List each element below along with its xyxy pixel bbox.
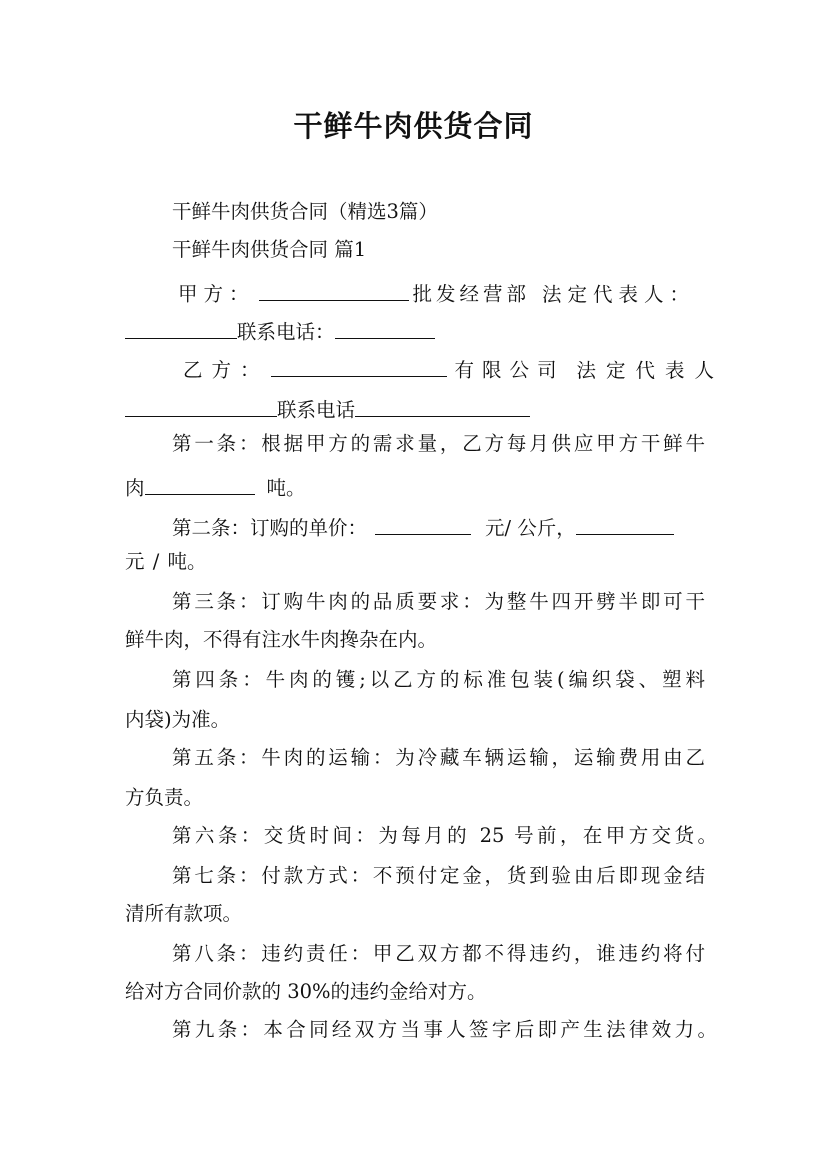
party-b-company: 有限公司 xyxy=(454,358,565,382)
clause-7-line-2: 清所有款项。 xyxy=(125,902,243,925)
clause-5-line-2: 方负责。 xyxy=(125,786,204,809)
party-a-line-2 xyxy=(125,318,705,342)
clause-8-line-1: 第八条：违约责任：甲乙双方都不得违约，谁违约将付 xyxy=(172,942,705,965)
party-a-phone-blank xyxy=(335,318,435,339)
party-a-dept: 批发经营部 xyxy=(412,282,531,306)
party-a-label: 甲方： xyxy=(178,282,255,306)
clause-1-line-1: 第一条：根据甲方的需求量，乙方每月供应甲方干鲜牛 xyxy=(172,432,705,455)
party-b-name-blank xyxy=(271,356,447,377)
party-b-phone-blank xyxy=(355,396,530,417)
clause-2-text-a: 第二条：订购的单价： xyxy=(172,516,368,540)
party-b-phone: 联系电话 xyxy=(277,398,356,422)
party-b-line xyxy=(183,356,725,382)
party-a-line xyxy=(178,280,705,304)
section-heading: 干鲜牛肉供货合同 篇1 xyxy=(172,238,367,261)
clause-1-quantity-blank xyxy=(145,474,255,495)
clause-8-line-2: 给对方合同价款的 30%的违约金给对方。 xyxy=(125,980,487,1003)
clause-1-text-b: 吨。 xyxy=(266,476,306,500)
party-a-name-blank xyxy=(259,280,409,301)
party-a-rep-blank xyxy=(125,318,237,339)
clause-3-line-2: 鲜牛肉，不得有注水牛肉搀杂在内。 xyxy=(125,628,438,651)
clause-2-line-1 xyxy=(172,514,705,538)
clause-9-line-1: 第九条：本合同经双方当事人签字后即产生法律效力。 xyxy=(172,1018,717,1041)
party-b-label: 乙方： xyxy=(183,358,269,382)
document-subtitle: 干鲜牛肉供货合同（精选3篇） xyxy=(172,200,438,223)
clause-1-line-2 xyxy=(125,474,705,498)
clause-2-text-b: 元/ 公斤， xyxy=(485,516,576,540)
clause-6-line-1: 第六条：交货时间：为每月的 25 号前，在甲方交货。 xyxy=(172,824,717,847)
party-b-rep-blank xyxy=(125,396,277,417)
clause-7-line-1: 第七条：付款方式：不预付定金，货到验由后即现金结 xyxy=(172,864,705,887)
clause-4-line-2: 内袋)为准。 xyxy=(125,708,231,731)
clause-1-text-a: 肉 xyxy=(125,476,145,500)
party-a-phone: 联系电话： xyxy=(237,320,335,344)
party-b-line-2 xyxy=(125,396,705,420)
clause-4-line-1: 第四条：牛肉的镬;以乙方的标准包装(编织袋、塑料 xyxy=(172,668,705,691)
party-a-rep: 法定代表人： xyxy=(542,282,696,306)
clause-3-line-1: 第三条：订购牛肉的品质要求：为整牛四开劈半即可干 xyxy=(172,590,705,613)
clause-2-price-ton-blank xyxy=(576,514,674,535)
clause-2-price-kg-blank xyxy=(375,514,471,535)
party-b-rep: 法定代表人 xyxy=(576,358,725,382)
clause-2-line-2: 元 / 吨。 xyxy=(125,550,207,573)
document-title: 干鲜牛肉供货合同 xyxy=(293,109,534,143)
clause-5-line-1: 第五条：牛肉的运输：为冷藏车辆运输，运输费用由乙 xyxy=(172,746,705,769)
